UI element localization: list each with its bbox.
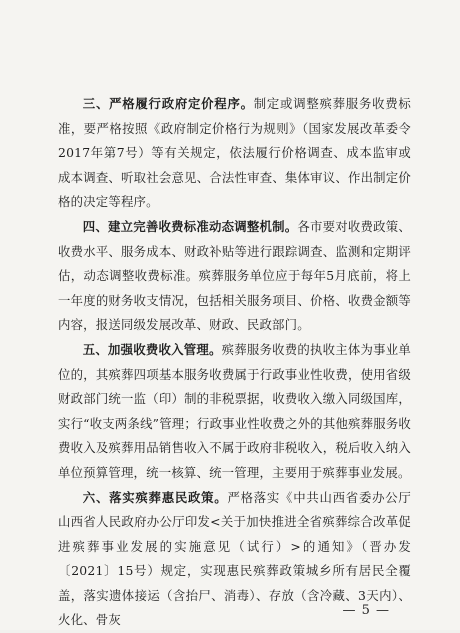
paragraph-heading: 五、加强收费收入管理。 <box>83 342 222 357</box>
paragraph-revenue-management <box>58 338 411 486</box>
paragraph-text: 殡葬服务收费的执收主体为事业单位的，其殡葬四项基本服务收费属于行政事业性收费，使用省级财政部门统一监（印）制的非税票据，收费收入缴入同级国库，实行“收支两条线”管理；行政事业性收费之外的其他殡葬服务收费收入及殡葬用品销售收入不属于政府非税收入，税后收入纳入单位预算管理，统一核算、统一管理，主要用于殡葬事业发展。 <box>58 342 411 480</box>
paragraph-heading: 三、严格履行政府定价程序。 <box>83 96 254 111</box>
paragraph-text: 严格落实《中共山西省委办公厅 山西省人民政府办公厅印发<关于加快推进全省殡葬综合改革促进殡葬事业发展的实施意见（试行）>的通知》（晋办发〔2021〕15号）规定，实现惠民殡葬政策城乡所有居民全覆盖，落实遗体接运（含抬尸、消毒）、存放（含冷藏、3天内）、火化、骨灰 <box>58 490 411 628</box>
paragraph-dynamic-adjustment <box>58 215 411 338</box>
paragraph-heading: 四、建立完善收费标准动态调整机制。 <box>83 219 298 234</box>
paragraph-heading: 六、落实殡葬惠民政策。 <box>83 490 228 505</box>
page-number: — 5 — <box>342 603 390 618</box>
paragraph-pricing-procedure <box>58 92 411 215</box>
paragraph-text: 各市要对收费政策、收费水平、服务成本、财政补贴等进行跟踪调查、监测和定期评估，动态调整收费标准。殡葬服务单位应于每年5月底前，将上一年度的财务收支情况，包括相关服务项目、价格、收费金额等内容，报送同级发展改革、财政、民政部门。 <box>58 219 411 332</box>
document-body <box>58 92 411 633</box>
paragraph-text: 制定或调整殡葬服务收费标准，要严格按照《政府制定价格行为规则》（国家发展改革委令2017年第7号）等有关规定，依法履行价格调查、成本监审或成本调查、听取社会意见、合法性审查、集体审议、作出制定价格的决定等程序。 <box>58 96 411 209</box>
